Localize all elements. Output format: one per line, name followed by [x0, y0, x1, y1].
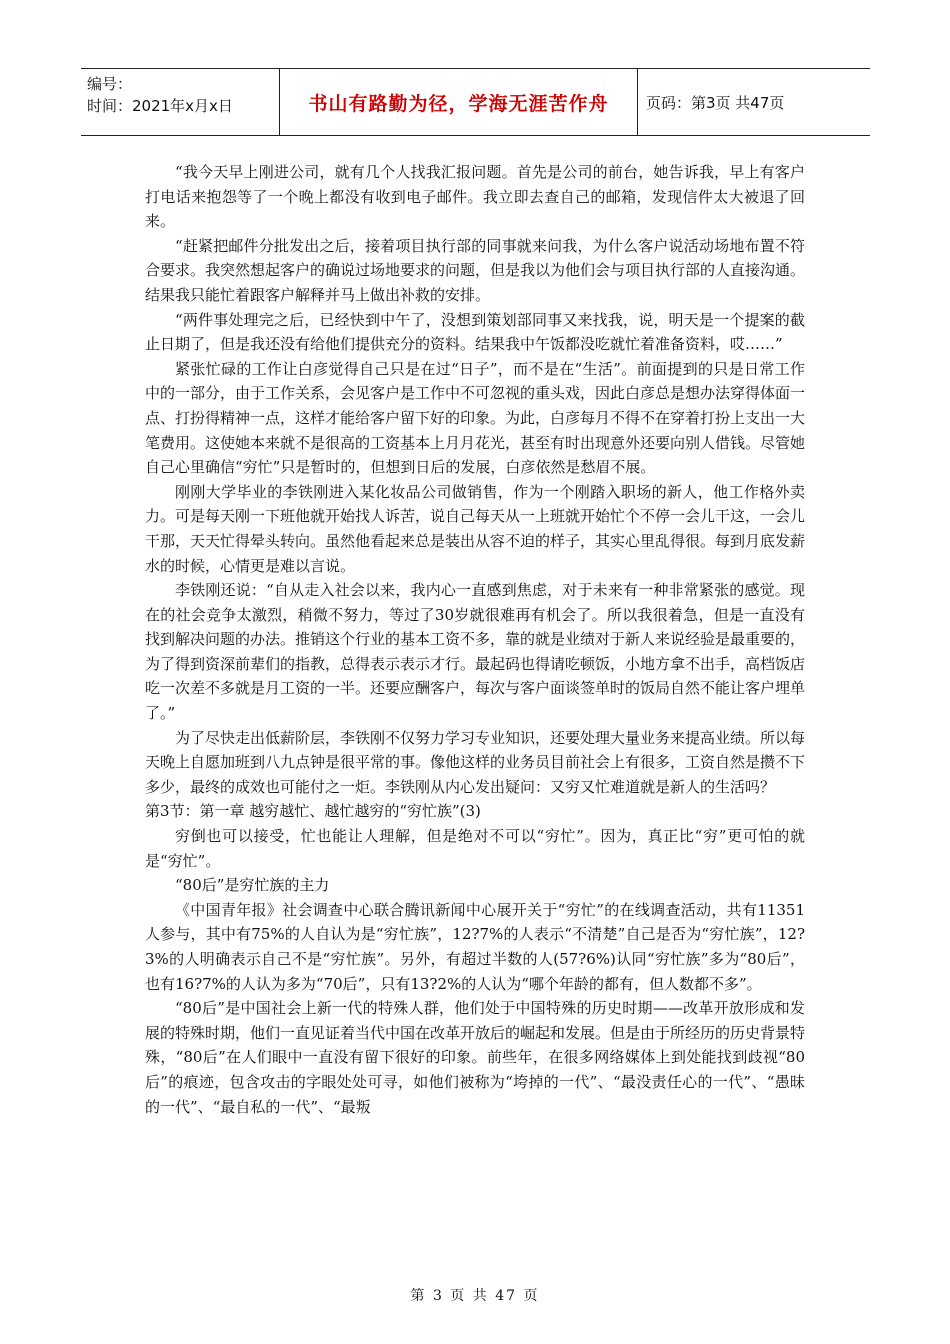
paragraph: 为了尽快走出低薪阶层，李铁刚不仅努力学习专业知识，还要处理大量业务来提高业绩。所以每天晚上自愿加班到八九点钟是很平常的事。像他这样的业务员目前社会上有很多，工资自然是攒不下多少，最终的成效也可能付之一炬。李铁刚从内心发出疑问：又穷又忙难道就是新人的生活吗？ — [145, 728, 806, 796]
date-label: 时间：2021年x月x日 — [87, 97, 233, 115]
header-motto: 书山有路勤为径，学海无涯苦作舟 — [280, 69, 638, 135]
paragraph: 李铁刚还说：“自从走入社会以来，我内心一直感到焦虑，对于未来有一种非常紧张的感觉。现在的社会竞争太激烈，稍微不努力，等过了30岁就很难再有机会了。所以我很着急，但是一直没有找到解决问题的办法。推销这个行业的基本工资不多，靠的就是业绩对于新人来说经验是最重要的，为了得到资深前辈们的指教，总得表示表示才行。最起码也得请吃顿饭，小地方拿不出手，高档饭店吃一次差不多就是月工资的一半。还要应酬客户，每次与客户面谈签单时的饭局自然不能让客户埋单了。” — [145, 581, 806, 723]
section-heading: 第3节：第一章 越穷越忙、越忙越穷的“穷忙族”(3) — [145, 802, 481, 821]
paragraph: “两件事处理完之后，已经快到中午了，没想到策划部同事又来找我，说，明天是一个提案的截止日期了，但是我还没有给他们提供充分的资料。结果我中午饭都没吃就忙着准备资料，哎……” — [145, 310, 805, 354]
subheading: “80后”是穷忙族的主力 — [175, 876, 330, 895]
page-header — [81, 68, 870, 136]
paragraph: “我今天早上刚进公司，就有几个人找我汇报问题。首先是公司的前台，她告诉我，早上有客户打电话来抱怨等了一个晚上都没有收到电子邮件。我立即去查自己的邮箱，发现信件太大被退了回来。 — [145, 163, 805, 231]
header-meta — [81, 69, 280, 135]
header-page-info: 页码：第3页 共47页 — [646, 93, 785, 112]
serial-label: 编号： — [87, 75, 133, 93]
document-body — [145, 160, 805, 1119]
paragraph: “赶紧把邮件分批发出之后，接着项目执行部的同事就来问我，为什么客户说活动场地布置不符合要求。我突然想起客户的确说过场地要求的问题，但是我以为他们会与项目执行部的人直接沟通。结果我只能忙着跟客户解释并马上做出补救的安排。 — [145, 236, 806, 304]
paragraph: 穷倒也可以接受，忙也能让人理解，但是绝对不可以“穷忙”。因为，真正比“穷”更可怕的就是“穷忙”。 — [145, 827, 805, 870]
paragraph: 《中国青年报》社会调查中心联合腾讯新闻中心展开关于“穷忙”的在线调查活动，共有11351人参与，其中有75%的人自认为是“穷忙族”，12?7%的人表示“不清楚”自己是否为“穷忙族”，12?3%的人明确表示自己不是“穷忙族”。另外，有超过半数的人(57?6%)认同“穷忙族”多为“80后”，也有16?7%的人认为多为“70后”，只有13?2%的人认为“哪个年龄的都有，但人数都不多”。 — [145, 900, 805, 993]
page-footer: 第 3 页 共 47 页 — [410, 1288, 540, 1304]
paragraph: 刚刚大学毕业的李铁刚进入某化妆品公司做销售，作为一个刚踏入职场的新人，他工作格外卖力。可是每天刚一下班他就开始找人诉苦，说自己每天从一上班就开始忙个不停一会儿干这，一会儿干那，天天忙得晕头转向。虽然他看起来总是装出从容不迫的样子，其实心里乱得很。每到月底发薪水的时候，心情更是难以言说。 — [145, 482, 806, 575]
paragraph: 紧张忙碌的工作让白彦觉得自己只是在过“日子”，而不是在“生活”。前面提到的只是日常工作中的一部分，由于工作关系，会见客户是工作中不可忽视的重头戏，因此白彦总是想办法穿得体面一点、打扮得精神一点，这样才能给客户留下好的印象。为此，白彦每月不得不在穿着打扮上支出一大笔费用。这使她本来就不是很高的工资基本上月月花光，甚至有时出现意外还要向别人借钱。尽管她自己心里确信“穷忙”只是暂时的，但想到日后的发展，白彦依然是愁眉不展。 — [145, 359, 806, 477]
paragraph: “80后”是中国社会上新一代的特殊人群，他们处于中国特殊的历史时期——改革开放形成和发展的特殊时期，他们一直见证着当代中国在改革开放后的崛起和发展。但是由于所经历的历史背景特殊，“80后”在人们眼中一直没有留下很好的印象。前些年，在很多网络媒体上到处能找到歧视“80后”的痕迹，包含攻击的字眼处处可寻，如他们被称为“垮掉的一代”、“最没责任心的一代”、“愚昧的一代”、“最自私的一代”、“最叛 — [145, 999, 806, 1116]
